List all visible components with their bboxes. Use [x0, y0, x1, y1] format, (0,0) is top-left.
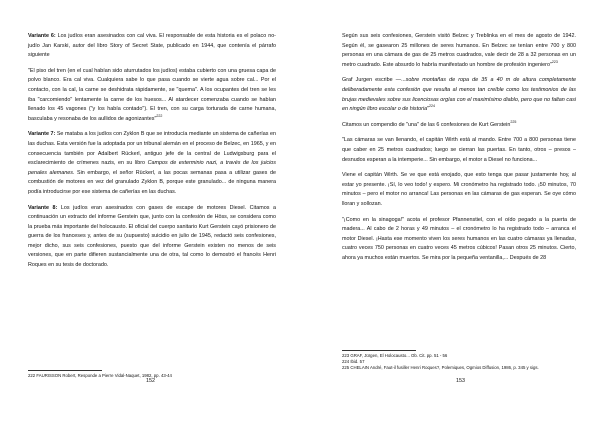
- book-title: Campos de exterminio nazi, a través de los juicios penales alemanes: [28, 160, 276, 176]
- right-page-body: [342, 32, 576, 269]
- paragraph-confessions: [342, 32, 576, 70]
- variant-label: Variante 8:: [28, 204, 58, 211]
- footnote: 225 CHELAIN André, Faut-il fusiller Henri Roques?, Polemiques, Ogmios Diffusion, 1986, p. 345 y sigs.: [342, 365, 539, 371]
- paragraph-text: Los judíos eran asesinados con gases de escape de motores Diesel. Citamos a continuación un extracto del informe Gerstein que, junto con la confesión de Höss, se considera como la prueba más importante del holocausto. El oficial del cuerpo sanitario Kurt Gerstein cayó prisionero de guerra de los franceses y, antes de su (supuesto) suicidio en julio de 1945, redactó seis confesiones, mejor dicho, sus seis confesiones, puesto que del informe Gerstein existen no menos de seis versiones, que en parte difieren sustancialmente una de otra, tal como lo demostró el francés Henri Roques en su tesis de doctorado.: [28, 204, 276, 269]
- paragraph-text: Citamos un compendio de "una" de las 6 confesiones de Kurt Gerstein: [342, 121, 511, 128]
- quote-karski: [28, 67, 276, 125]
- footnote: 224 Ibid. 57: [342, 359, 365, 365]
- paragraph-variante-8: [28, 204, 276, 271]
- page-number: 153: [456, 378, 465, 384]
- paragraph-text: . Sin embargo, el señor Rückerl, a las pocas semanas pasa a utilizar gases de combustión de motores en vez del granulado Zyklon B, porque este granulado... de ninguna manera podía introducirse por ese sistema de cañerías en las duchas.: [28, 169, 276, 195]
- footnote-ref: 224: [429, 104, 436, 109]
- paragraph-intro-gerstein: [342, 121, 576, 131]
- quote-text: "El piso del tren (en el cual habían sido aturrutados los judíos) estaba cubierto con una gruesa capa de polvo blanco. Era cal viva. Cualquiera sabe lo que pasa cuando se vierte agua sobre cal... Por el contacto, con la cal, la carne se deshidrata rápidamente, se "quema". A los ocupantes del tren se les iba "carcomiendo" lentamente la carne de los huesos... Al atardecer comenzaba cuando se habían llenado los 45 vagones ("y los había contado"). El tren, con su carga torturada de carne humana, basculaba y resonaba de los aullidos de agonizantes": [28, 67, 276, 122]
- footnotes: [342, 353, 576, 372]
- paragraph-text: Graf Jurgen escribe —...: [342, 77, 406, 84]
- footnote-divider: [342, 350, 416, 351]
- left-page-body: [28, 32, 276, 277]
- quote-italic: sobre montañas de ropa de 35 a 40 m de altura completamente deliberadamente esta confesión que resulta al menos tan creíble como los testimonios de las brujas medievales sobre sus licenciosas orgías con el maximísimo diablo, pero que no faltan casi en ningún libro escolar o de historia: [342, 77, 576, 113]
- variant-label: Variante 7:: [28, 131, 56, 138]
- footnote: 223 GRAF, Jürgen, El Holocausto... Ob. Cit. pp. 51 - 56: [342, 353, 448, 358]
- footnote-ref: 223: [551, 59, 558, 64]
- paragraph-text: Según sus seis confesiones, Gerstein visitó Belzec y Treblinka en el mes de agosto de 1942. Según él, se gasearon 25 millones de seres humanos. En Belzec se tenían entre 700 y 800 personas en una cámara de gas de 25 metros cuadrados, vale decir de 28 a 32 personas en un metro cuadrado. Este absurdo lo habría manifestado un hombre de profesión ingeniero": [342, 33, 576, 68]
- footnote: 222 FAURISSON Robert, Responde a Pierre Vidal-Naquet, 1982, pp. 43-44: [28, 373, 172, 378]
- footnote-ref: 222: [156, 113, 163, 118]
- paragraph-text: Se mataba a los judíos con Zyklon B que se introducía mediante un sistema de cañerías en las duchas. Esta versión fue la adoptada por un tribunal alemán en el proceso de Belzec, en 1965, y en consecuencia también por Adalbert Rückerl, antiguo jefe de la central de Ludwigsburg para el esclarecimiento de crímenes nazis, en su libro: [28, 131, 276, 167]
- footnote-divider: [28, 370, 102, 371]
- quote-gerstein-3: "¡Como en la sinagoga!" acota el profesor Pfannenstiel, con el oído pegado a la puerta de madera... Al cabo de 2 horas y 49 minutos – el cronómetro lo ha registrado todo – arranca el motor Diesel. ¡Hasta ese momento viven los seres humanos en las cuatro cámaras ya llenadas, cuatro veces 750 personas en cuatro veces 45 metros cúbicos! Pasan otros 25 minutos. Cierto, ahora ya muchos están muertos. Se mira por la pequeña ventanilla,... Después de 28: [342, 216, 576, 261]
- quote-gerstein-1: "Las cámaras se van llenando, el capitán Wirth está al mando. Entre 700 a 800 personas tiene que caber en 25 metros cuadrados; luego se cierran las puertas. En tanto, otros – presos – desnudos esperan a la intemperie... Sin embargo, el motor a Diesel no funciona...: [342, 137, 576, 163]
- footnote-ref: 225: [510, 119, 517, 124]
- paragraph-variante-7: [28, 130, 276, 197]
- quote-gerstein-2: Viene el capitán Wirth. Se ve que está enojado, que esto tenga que pasar justamente hoy, al estar yo presente. ¡Sí, lo veo todo! y espero. Mi cronómetro ha registrado todo. ¡50 minutos, 70 minutos – pero el motor no arranca! Las personas en las cámaras de gas esperan. Se oye cómo lloran y sollozan.: [342, 172, 576, 207]
- variant-label: Variante 6:: [28, 33, 56, 39]
- paragraph-variante-6: [28, 32, 276, 61]
- paragraph-text: ": [427, 106, 430, 113]
- page-number: 152: [146, 378, 155, 384]
- quote-graf: [342, 76, 576, 114]
- paragraph-text: Los judíos eran asesinados con cal viva. El responsable de esta historia es el polaco no-judío Jan Karski, autor del libro Story of Secret State, publicado en 1944, que contenía el párrafo siguiente: [28, 33, 276, 59]
- right-page: [300, 0, 600, 424]
